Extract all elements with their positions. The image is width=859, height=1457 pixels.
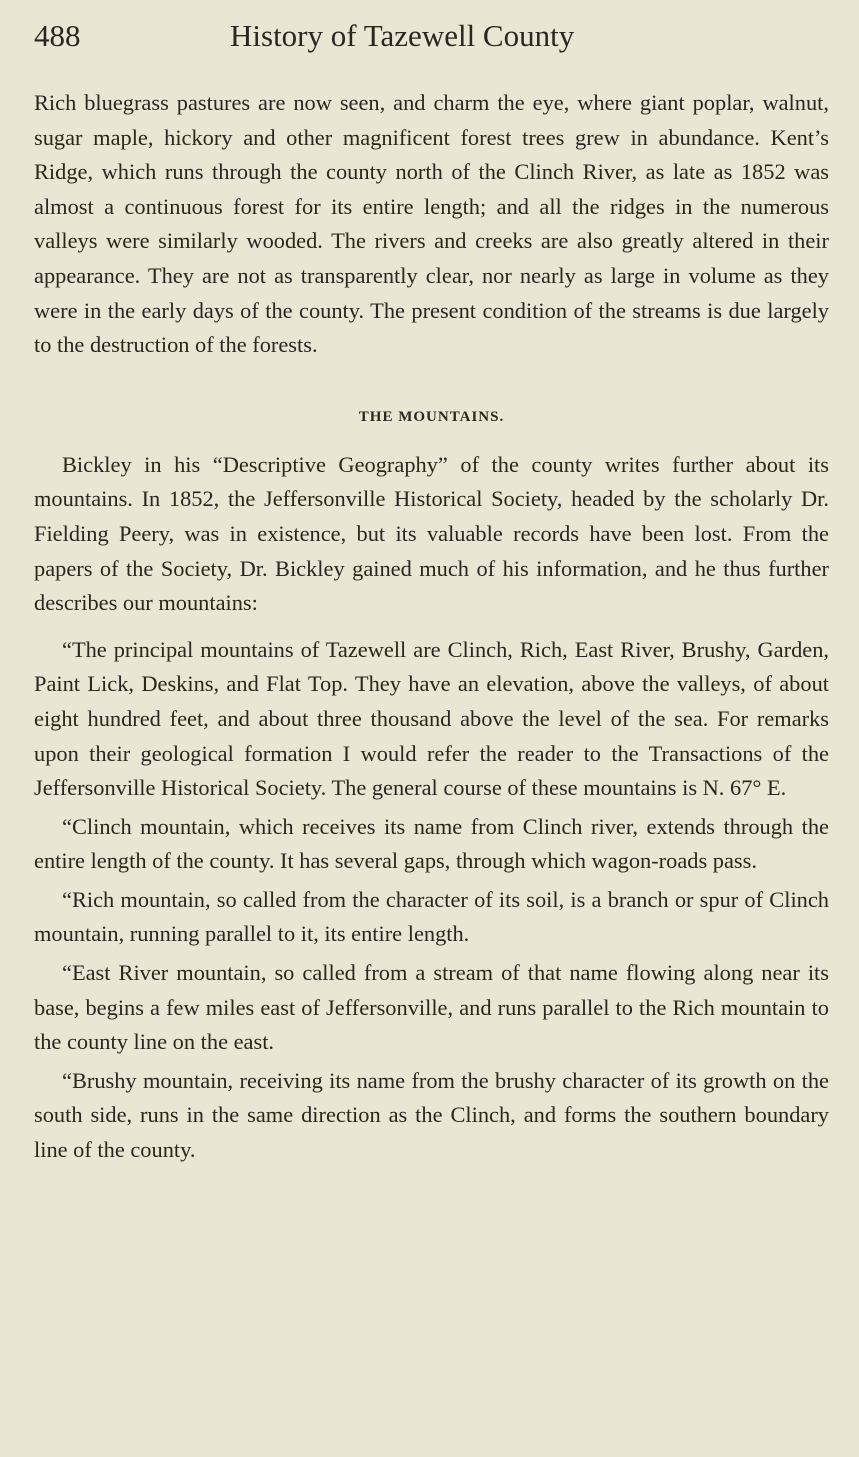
running-title: History of Tazewell County [230,18,575,53]
section-heading: THE MOUNTAINS. [358,408,505,425]
paragraph-east-river-mountain: “East River mountain, so called from a stream of that name flowing along near its base, begins a few miles east of Jeffersonville, and runs parallel to the Rich mountain to the county line on the east. [34,960,829,1055]
paragraph-forests: Rich bluegrass pastures are now seen, and charm the eye, where giant poplar, walnut, sugar maple, hickory and other magnificent forest trees grew in abundance. Kent’s Ridge, which runs through the county north of the Clinch River, as late as 1852 was almost a continuous forest for its entire length; and all the ridges in the numerous valleys were similarly wooded. The rivers and creeks are also greatly altered in their appearance. They are not as transparently clear, nor nearly as large in volume as they were in the early days of the county. The present condition of the streams is due largely to the destruction of the forests. [34,90,829,358]
page-header [34,18,829,62]
paragraph-clinch-mountain: “Clinch mountain, which receives its name from Clinch river, extends through the entire length of the county. It has several gaps, through which wagon-roads pass. [34,813,829,874]
paragraph-bickley: Bickley in his “Descriptive Geography” of the county writes further about its mountains. In 1852, the Jeffersonville Historical Society, headed by the scholarly Dr. Fielding Peery, was in existence, but its valuable records have been lost. From the papers of the Society, Dr. Bickley gained much of his information, and he thus further describes our mountains: [34,451,829,616]
page-number: 488 [34,18,81,53]
page-body [34,86,829,1168]
paragraph-principal-mountains: “The principal mountains of Tazewell are Clinch, Rich, East River, Brushy, Garden, Paint Lick, Deskins, and Flat Top. They have an elevation, above the valleys, of about eight hundred feet, and about three thousand above the level of the sea. For remarks upon their geological formation I would refer the reader to the Transactions of the Jeffersonville Historical Society. The general course of these mountains is N. 67° E. [34,636,829,801]
paragraph-brushy-mountain: “Brushy mountain, receiving its name from the brushy character of its growth on the south side, runs in the same direction as the Clinch, and forms the southern boundary line of the county. [34,1067,829,1163]
paragraph-rich-mountain: “Rich mountain, so called from the character of its soil, is a branch or spur of Clinch mountain, running parallel to it, its entire length. [34,886,829,947]
